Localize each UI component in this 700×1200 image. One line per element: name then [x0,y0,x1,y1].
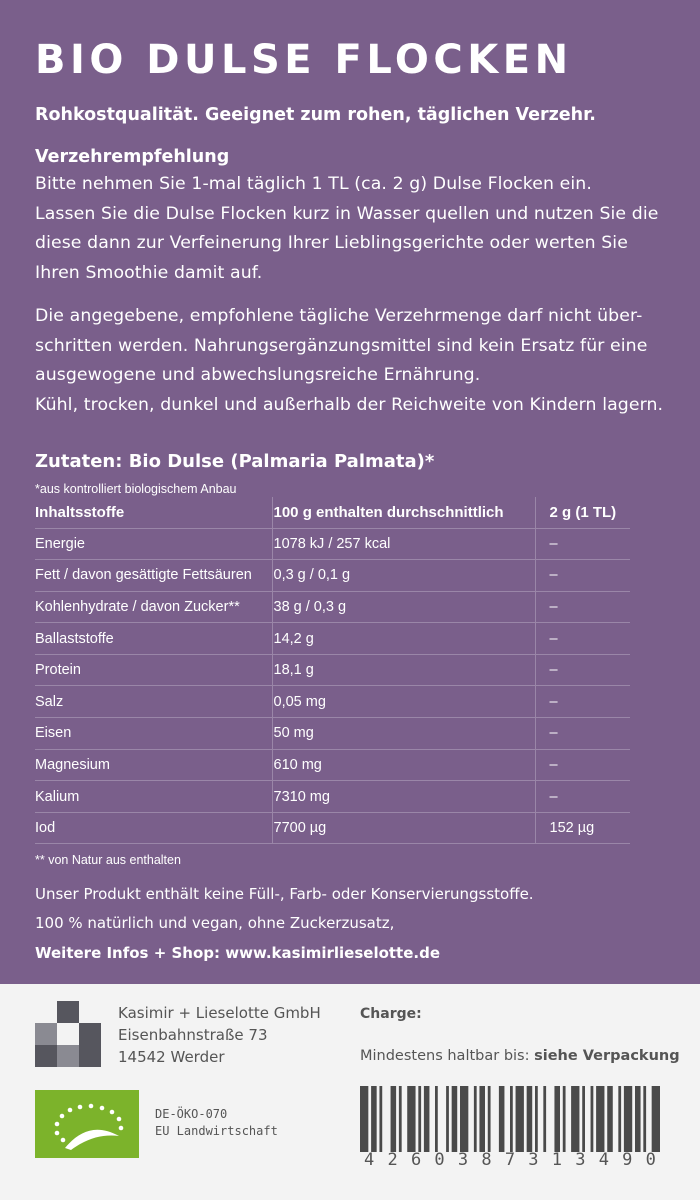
value-per-100g: 50 mg [272,718,535,750]
nutrition-row [35,718,630,750]
barcode-bar [635,1086,641,1152]
header-per-serving: 2 g (1 TL) [535,497,630,528]
nutrition-header-row [35,497,630,528]
value-per-100g: 0,3 g / 0,1 g [272,560,535,592]
barcode-bar [563,1086,566,1152]
nutrient-name: Ballaststoffe [35,623,272,655]
eu-organic-leaf-icon [35,1090,139,1158]
barcode-bar [591,1086,594,1152]
ean-digit: 3 [575,1150,586,1170]
nutrition-row [35,654,630,686]
barcode-bar [571,1086,579,1152]
organic-note: *aus kontrolliert biologischem Anbau [35,482,237,496]
nutrition-row [35,591,630,623]
ean-digit: 9 [622,1150,633,1170]
nutrient-name: Eisen [35,718,272,750]
checker-square-logo-icon [35,1001,101,1067]
product-title: BIO DULSE FLOCKEN [35,37,573,83]
nutrient-name: Salz [35,686,272,718]
certification-origin: EU Landwirtschaft [155,1124,278,1138]
nutrient-name: Kalium [35,781,272,813]
nutrition-rows [35,528,630,844]
company-name: Kasimir + Lieselotte GmbH [118,1004,321,1022]
nutrient-name: Kohlenhydrate / davon Zucker** [35,591,272,623]
value-per-serving: – [535,781,630,813]
no-additives-text: Unser Produkt enthält keine Füll-, Farb- oder Konservierungsstoffe. [35,885,534,903]
barcode-bar [435,1086,438,1152]
barcode-bar [479,1086,485,1152]
barcode-bar [360,1086,368,1152]
nutrient-name: Fett / davon gesättigte Fettsäuren [35,560,272,592]
barcode-bar [618,1086,621,1152]
value-per-100g: 18,1 g [272,654,535,686]
barcode-bar [452,1086,458,1152]
barcode-bar [399,1086,402,1152]
value-per-100g: 14,2 g [272,623,535,655]
barcode-bar [596,1086,604,1152]
value-per-100g: 610 mg [272,749,535,781]
value-per-serving: – [535,749,630,781]
best-before [360,1048,680,1064]
barcode-bar [643,1086,646,1152]
ean-digit: 0 [434,1150,445,1170]
ean-digit: 3 [528,1150,539,1170]
nutrition-table [35,497,630,844]
nutrition-row [35,812,630,844]
barcode-bar [418,1086,421,1152]
company-address [118,1002,321,1068]
nutrition-row [35,560,630,592]
value-per-100g: 0,05 mg [272,686,535,718]
recommendation-line: Ihren Smoothie damit auf. [35,262,263,283]
barcode-bar [446,1086,449,1152]
nutrition-row [35,686,630,718]
warning-line: Kühl, trocken, dunkel und außerhalb der Reichweite von Kindern lagern. [35,394,664,415]
ean-digit: 0 [645,1150,656,1170]
value-per-serving: 152 µg [535,812,630,844]
barcode-bar [543,1086,546,1152]
vegan-text: 100 % natürlich und vegan, ohne Zuckerzusatz, [35,914,395,932]
ean-digit: 2 [387,1150,398,1170]
nutrient-name: Protein [35,654,272,686]
barcode-bar [582,1086,585,1152]
ean-digit: 6 [410,1150,422,1170]
barcode-bar [371,1086,377,1152]
recommendation-line: diese dann zur Verfeinerung Ihrer Lieblingsgerichte oder werten Sie [35,233,628,253]
best-before-label: Mindestens haltbar bis: [360,1048,530,1064]
ean-digit: 3 [457,1150,469,1170]
barcode-bar [391,1086,397,1152]
nutrient-name: Magnesium [35,749,272,781]
barcode-icon [360,1086,660,1152]
ean-digit: 7 [504,1150,516,1170]
label-footer [0,984,700,1200]
nutrition-row [35,528,630,560]
barcode-bar [652,1086,660,1152]
warning-line: schritten werden. Nahrungsergänzungsmittel sind kein Ersatz für eine [35,335,648,356]
nutrient-name: Iod [35,812,272,844]
nutrition-row [35,781,630,813]
certification-info [155,1106,278,1140]
barcode-bar [527,1086,533,1152]
best-before-value: siehe Verpackung [534,1048,680,1064]
nutrient-name: Energie [35,528,272,560]
barcode-bar [554,1086,560,1152]
barcode-bar [488,1086,491,1152]
barcode-bar [474,1086,477,1152]
recommendation-line: Bitte nehmen Sie 1-mal täglich 1 TL (ca. 2 g) Dulse Flocken ein. [35,174,592,194]
ean-digit: 4 [364,1150,375,1170]
value-per-serving: – [535,718,630,750]
warning-line: Die angegebene, empfohlene tägliche Verzehrmenge darf nicht über- [35,306,643,326]
company-street: Eisenbahnstraße 73 [118,1026,268,1044]
value-per-100g: 7310 mg [272,781,535,813]
barcode-bar [516,1086,524,1152]
charge-label: Charge: [360,1006,422,1022]
barcode-bar [607,1086,613,1152]
value-per-serving: – [535,560,630,592]
ean-digit: 8 [481,1150,492,1170]
ean-digit: 4 [598,1150,609,1170]
shop-link[interactable]: Weitere Infos + Shop: www.kasimirlieselotte.de [35,944,441,962]
value-per-serving: – [535,528,630,560]
value-per-100g: 7700 µg [272,812,535,844]
certification-code: DE-ÖKO-070 [155,1107,228,1121]
warning-text [35,302,675,420]
value-per-100g: 1078 kJ / 257 kcal [272,528,535,560]
barcode-bar [379,1086,382,1152]
recommendation-heading: Verzehrempfehlung [35,147,230,167]
barcode-bar [510,1086,513,1152]
nutrition-row [35,749,630,781]
barcode-bar [624,1086,632,1152]
value-per-serving: – [535,686,630,718]
product-subtitle: Rohkostqualität. Geeignet zum rohen, täglichen Verzehr. [35,105,596,125]
warning-line: ausgewogene und abwechslungsreiche Ernährung. [35,365,481,385]
barcode-bar [424,1086,430,1152]
company-city: 14542 Werder [118,1048,225,1066]
header-ingredient: Inhaltsstoffe [35,497,272,528]
value-per-serving: – [535,654,630,686]
value-per-serving: – [535,591,630,623]
barcode-bar [535,1086,538,1152]
value-per-serving: – [535,623,630,655]
barcode-bar [407,1086,415,1152]
barcode-bar [460,1086,468,1152]
nutrition-footnote: ** von Natur aus enthalten [35,853,181,867]
ingredients-heading: Zutaten: Bio Dulse (Palmaria Palmata)* [35,451,435,472]
recommendation-text [35,170,675,288]
barcode-bar [499,1086,505,1152]
nutrition-row [35,623,630,655]
ean-number [360,1150,660,1170]
value-per-100g: 38 g / 0,3 g [272,591,535,623]
header-per-100g: 100 g enthalten durchschnittlich [272,497,535,528]
ean-digit: 1 [551,1150,562,1170]
recommendation-line: Lassen Sie die Dulse Flocken kurz in Wasser quellen und nutzen Sie die [35,203,659,224]
